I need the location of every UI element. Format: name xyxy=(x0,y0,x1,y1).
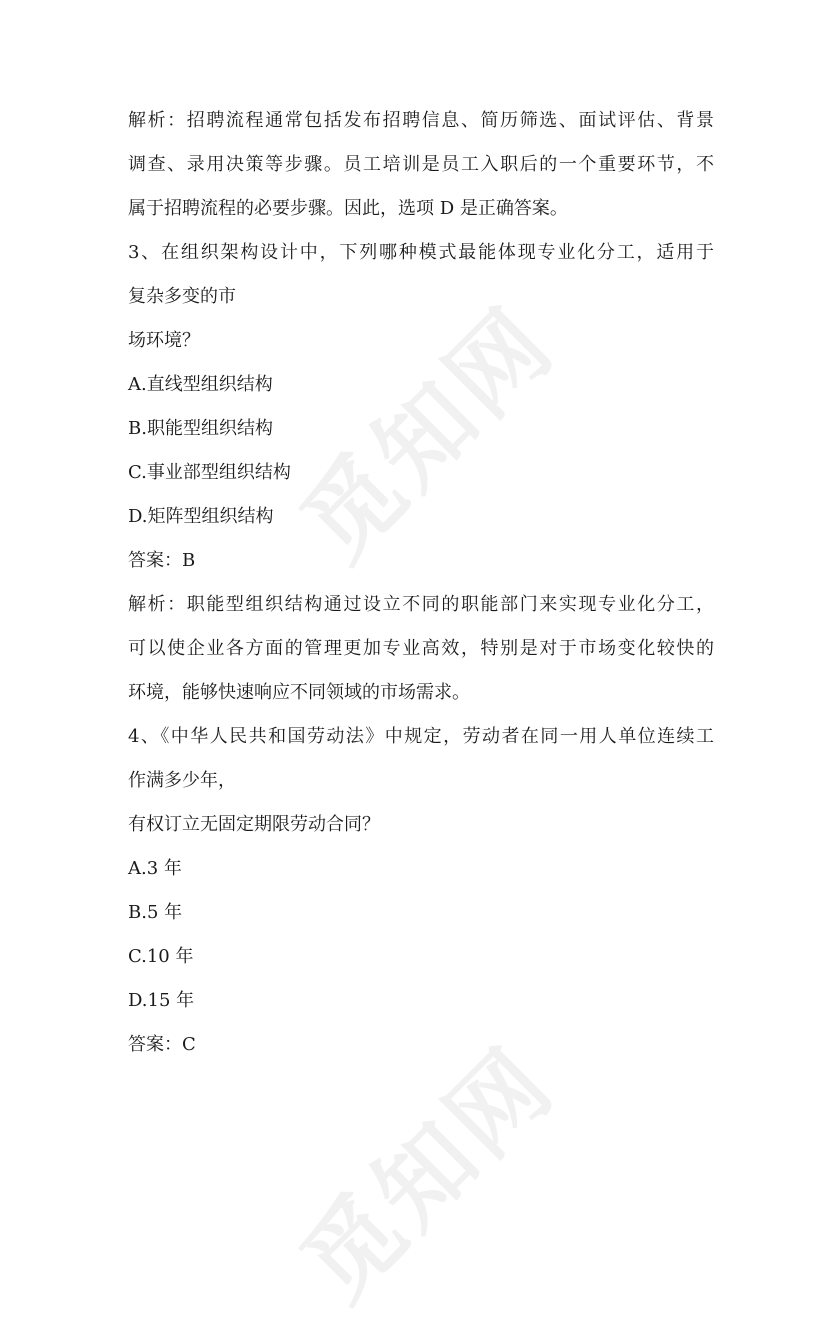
answer-line: 答案：C xyxy=(128,1034,196,1055)
question-text: 有权订立无固定期限劳动合同？ xyxy=(128,814,380,835)
option-d: D.矩阵型组织结构 xyxy=(128,506,274,527)
analysis-paragraph-line: 解析：招聘流程通常包括发布招聘信息、简历筛选、面试评估、背景 xyxy=(128,110,714,131)
option-d: D.15 年 xyxy=(128,990,195,1011)
question-text: 复杂多变的市 xyxy=(128,286,236,307)
answer-line: 答案：B xyxy=(128,550,196,571)
option-a: A.直线型组织结构 xyxy=(128,374,273,395)
option-c: C.事业部型组织结构 xyxy=(128,462,291,483)
watermark: 觅知网 xyxy=(280,1026,577,1322)
question-text: 3、在组织架构设计中，下列哪种模式最能体现专业化分工，适用于 xyxy=(128,242,714,263)
analysis-paragraph-line: 环境，能够快速响应不同领域的市场需求。 xyxy=(128,682,470,703)
option-b: B.职能型组织结构 xyxy=(128,418,273,439)
analysis-paragraph-line: 属于招聘流程的必要步骤。因此，选项 D 是正确答案。 xyxy=(128,198,568,219)
analysis-paragraph-line: 调查、录用决策等步骤。员工培训是员工入职后的一个重要环节，不 xyxy=(128,154,714,175)
analysis-paragraph-line: 可以使企业各方面的管理更加专业高效，特别是对于市场变化较快的 xyxy=(128,638,714,659)
option-a: A.3 年 xyxy=(128,858,182,879)
option-c: C.10 年 xyxy=(128,946,194,967)
watermark: 觅知网 xyxy=(280,286,577,582)
analysis-paragraph-line: 解析：职能型组织结构通过设立不同的职能部门来实现专业化分工， xyxy=(128,594,714,615)
question-text: 作满多少年， xyxy=(128,770,236,791)
option-b: B.5 年 xyxy=(128,902,183,923)
question-text: 场环境？ xyxy=(128,330,200,351)
question-text: 4、《中华人民共和国劳动法》中规定，劳动者在同一用人单位连续工 xyxy=(128,726,714,747)
